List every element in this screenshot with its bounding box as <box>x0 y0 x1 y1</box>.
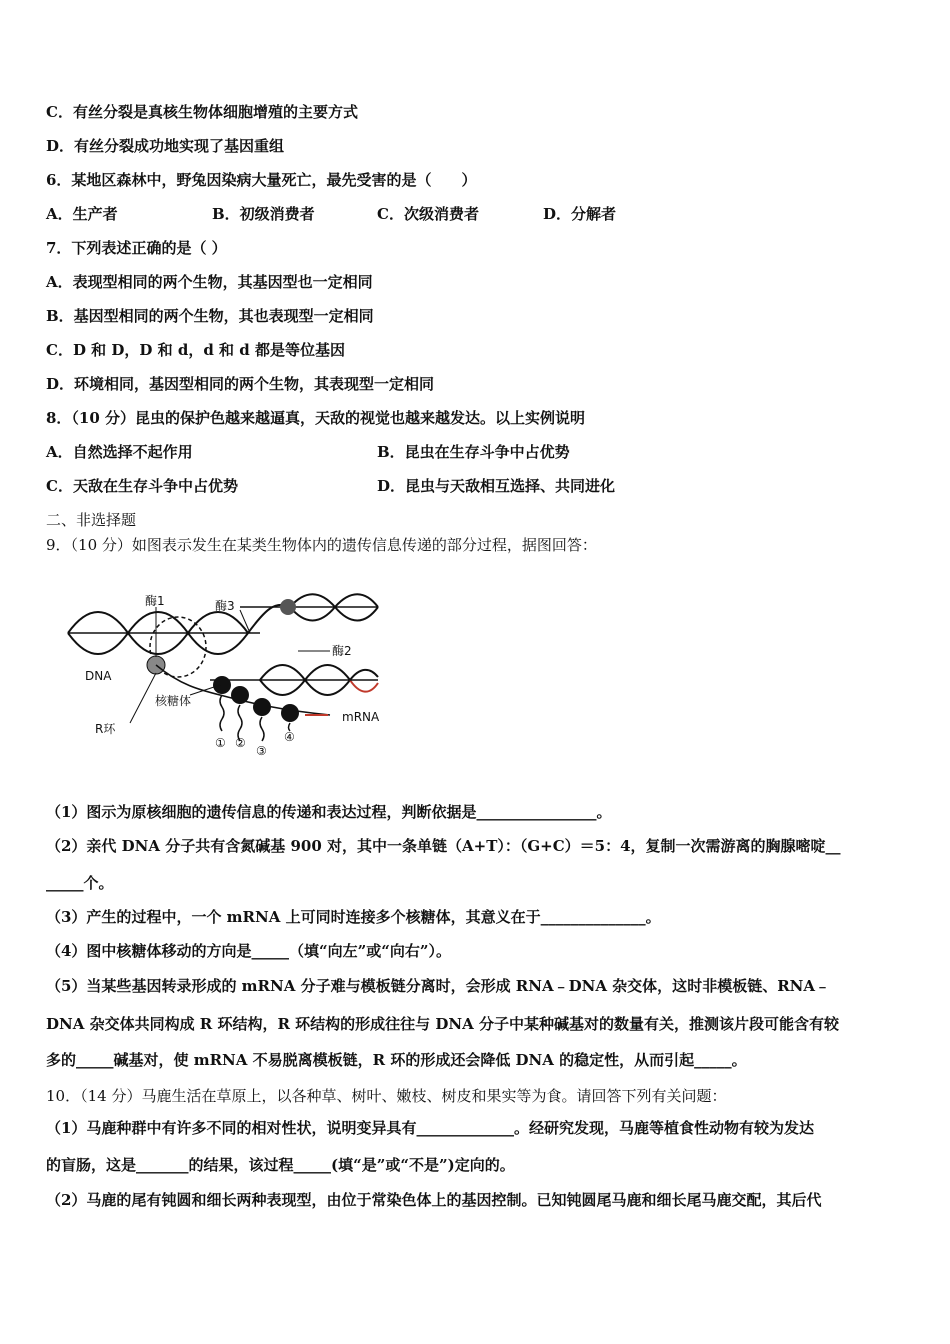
q7-option-b: B．基因型相同的两个生物，其也表现型一定相同 <box>46 307 374 325</box>
q9-part-4: （4）图中核糖体移动的方向是_____（填“向左”或“向右”）。 <box>46 942 451 960</box>
section-heading: 二、非选择题 <box>46 511 137 529</box>
q9-part-5b: DNA 杂交体共同构成 R 环结构，R 环结构的形成往往与 DNA 分子中某种碱基对的数量有关，推测该片段可能含有较 <box>46 1015 839 1033</box>
label-ribosome: 核糖体 <box>155 694 192 708</box>
q9-part-2b: _____个。 <box>46 874 114 892</box>
q9-part-5c: 多的_____碱基对，使 mRNA 不易脱离模板链，R 环的形成还会降低 DNA 的稳定性，从而引起_____。 <box>46 1051 747 1069</box>
q9-part-2a: （2）亲代 DNA 分子共有含氮碱基 900 对，其中一条单链（A+T）：（G+C）＝5：4，复制一次需游离的胸腺嘧啶__ <box>46 837 841 855</box>
label-chain-3: ③ <box>256 744 267 758</box>
q10-part-1a: （1）马鹿种群中有许多不同的相对性状，说明变异具有_____________。经研究发现，马鹿等植食性动物有较为发达 <box>46 1119 814 1137</box>
q5-option-c: C．有丝分裂是真核生物体细胞增殖的主要方式 <box>46 103 358 121</box>
q8-option-b: B．昆虫在生存斗争中占优势 <box>377 443 570 461</box>
genetic-process-diagram <box>60 585 390 770</box>
label-enzyme3: 酶3 <box>215 599 235 613</box>
label-enzyme1: 酶1 <box>145 594 165 608</box>
label-mrna: mRNA <box>342 710 380 724</box>
q7-option-d: D．环境相同，基因型相同的两个生物，其表现型一定相同 <box>46 375 435 393</box>
q6-stem: 6．某地区森林中，野兔因染病大量死亡，最先受害的是（ ） <box>46 171 477 189</box>
q5-option-d: D．有丝分裂成功地实现了基因重组 <box>46 137 285 155</box>
label-chain-1: ① <box>215 736 226 750</box>
q9-part-5a: （5）当某些基因转录形成的 mRNA 分子难与模板链分离时，会形成 RNA﹣DNA 杂交体，这时非模板链、RNA﹣ <box>46 977 831 995</box>
q8-option-d: D．昆虫与天敌相互选择、共同进化 <box>377 477 616 495</box>
q10-part-1b: 的盲肠，这是_______的结果，该过程_____(填“是”或“不是”)定向的。 <box>46 1156 515 1174</box>
q6-option-a: A．生产者 <box>46 205 118 223</box>
q8-option-c: C．天敌在生存斗争中占优势 <box>46 477 238 495</box>
q7-stem: 7．下列表述正确的是（ ） <box>46 239 227 257</box>
q9-stem: 9．（10 分）如图表示发生在某类生物体内的遗传信息传递的部分过程，据图回答： <box>46 536 597 554</box>
q7-option-c: C．D 和 D，D 和 d，d 和 d 都是等位基因 <box>46 341 345 359</box>
q9-part-3: （3）产生的过程中，一个 mRNA 上可同时连接多个核糖体，其意义在于______________。 <box>46 908 661 926</box>
q10-stem: 10．（14 分）马鹿生活在草原上，以各种草、树叶、嫩枝、树皮和果实等为食。请回答下列有关问题： <box>46 1087 727 1105</box>
label-r-loop: R环 <box>95 722 116 736</box>
label-chain-4: ④ <box>284 730 295 744</box>
q6-option-c: C．次级消费者 <box>377 205 479 223</box>
q7-option-a: A．表现型相同的两个生物，其基因型也一定相同 <box>46 273 373 291</box>
label-chain-2: ② <box>235 736 246 750</box>
q8-stem: 8．（10 分）昆虫的保护色越来越逼真，天敌的视觉也越来越发达。以上实例说明 <box>46 409 586 427</box>
label-enzyme2: 酶2 <box>332 644 352 658</box>
q8-option-a: A．自然选择不起作用 <box>46 443 193 461</box>
q6-option-d: D．分解者 <box>543 205 617 223</box>
label-dna: DNA <box>85 669 112 683</box>
q6-option-b: B．初级消费者 <box>212 205 315 223</box>
q9-part-1: （1）图示为原核细胞的遗传信息的传递和表达过程，判断依据是________________。 <box>46 803 612 821</box>
q10-part-2a: （2）马鹿的尾有钝圆和细长两种表现型，由位于常染色体上的基因控制。已知钝圆尾马鹿和细长尾马鹿交配，其后代 <box>46 1191 822 1209</box>
